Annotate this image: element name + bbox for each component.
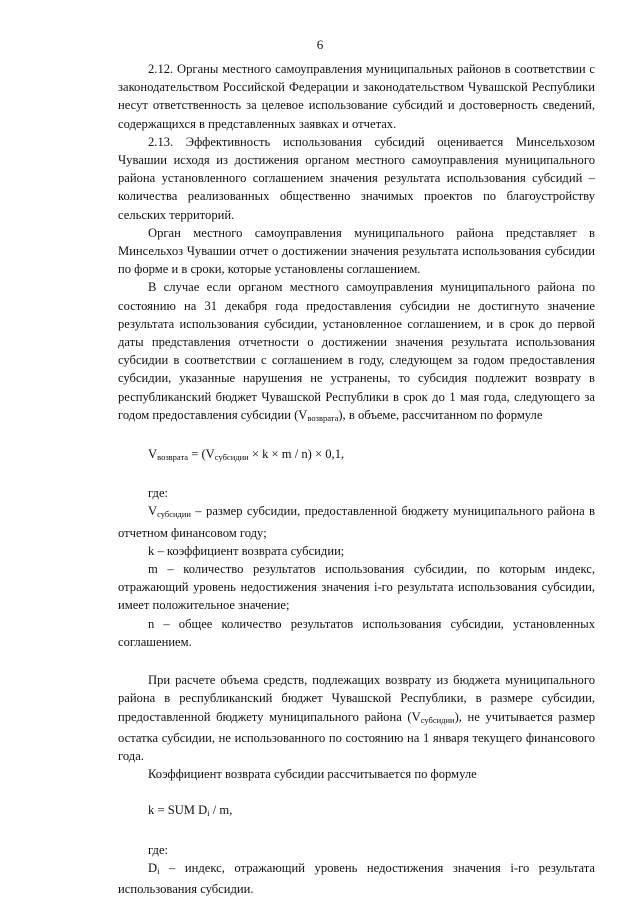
formula-part: × k × m / n) × 0,1, xyxy=(248,447,345,462)
text: В случае если органом местного самоуправления муниципального района по состоянию на 31 декабря года предоставления субсидии не достигнуто значение результата использования субсидии, установленное соглашением, и в срок до первой даты представления отчетности о достижении значения результата использования субсидии в соответствии с соглашением в году, следующем за годом предоставления субсидии, указанные нарушения не устранены, то субсидия подлежит возврату в республиканский бюджет Чувашской Республики в срок до 1 мая года, следующего за годом предоставления субсидии (V xyxy=(118,280,595,422)
document-body xyxy=(118,60,595,898)
text: – индекс, отражающий уровень недостижения значения i-го результата использования субсидии. xyxy=(118,860,595,896)
text: При расчете объема средств, подлежащих возврату из бюджета муниципального района в республиканский бюджет Чувашской Республики, в размере субсидии, предоставленной бюджету муниципального района (V xyxy=(118,673,595,724)
formula-coefficient xyxy=(118,801,595,822)
where-label: где: xyxy=(148,486,169,501)
paragraph-return-condition xyxy=(118,278,595,427)
page-number: 6 xyxy=(316,37,324,52)
definition-n: n – общее количество результатов использования субсидии, установленных соглашением. xyxy=(118,616,595,649)
definition-k: k – коэффициент возврата субсидии; xyxy=(148,543,345,558)
text: ), в объеме, рассчитанном по формуле xyxy=(338,407,543,422)
formula-part: = (V xyxy=(188,447,215,462)
subscript: возврата xyxy=(307,412,339,423)
subscript: i xyxy=(157,865,160,876)
paragraph-coefficient: Коэффициент возврата субсидии рассчитывается по формуле xyxy=(148,767,477,782)
formula-var: V xyxy=(148,504,158,519)
formula-var: V xyxy=(148,447,158,462)
definition-m: m – количество результатов использования субсидии, по которым индекс, отражающий уровень недостижения значения i-го результата использования субсидии, имеет положительное значение; xyxy=(118,562,595,613)
subscript: субсидии xyxy=(420,714,455,725)
paragraph-remainder xyxy=(118,671,595,765)
formula-part: / m, xyxy=(209,803,233,818)
formula-part: k = SUM D xyxy=(148,803,208,818)
paragraph-2-13: 2.13. Эффективность использования субсидий оценивается Минсельхозом Чувашии исходя из достижения органом местного самоуправления муниципального района установленного соглашением значения результата использования субсидий – количества реализованных общественно значимых проектов по благоустройству сельских территорий. xyxy=(118,134,595,222)
subscript: субсидии xyxy=(157,509,191,520)
subscript: субсидии xyxy=(214,452,249,463)
definition-v-subsidy xyxy=(118,502,595,541)
formula-var: D xyxy=(148,860,158,875)
paragraph-report: Орган местного самоуправления муниципального района представляет в Минсельхоз Чувашии отчет о достижении значения результата использования субсидии по форме и в сроки, которые установлены соглашением. xyxy=(118,225,595,277)
where-label: где: xyxy=(148,842,169,857)
subscript: возврата xyxy=(157,452,189,463)
formula-return xyxy=(118,445,595,466)
text: ), не учитывается размер остатка субсидии, не использованного по состоянию на 1 января текущего финансового года. xyxy=(118,709,595,763)
subscript: i xyxy=(207,808,210,819)
paragraph-2-12: 2.12. Органы местного самоуправления муниципальных районов в соответствии с законодательством Российской Федерации и законодательством Чувашской Республики несут ответственность за целевое использование субсидий и достоверность сведений, содержащихся в представленных заявках и отчетах. xyxy=(118,62,595,131)
text: – размер субсидии, предоставленной бюджету муниципального района в отчетном финансовом году; xyxy=(118,504,595,540)
definition-di xyxy=(118,859,595,898)
